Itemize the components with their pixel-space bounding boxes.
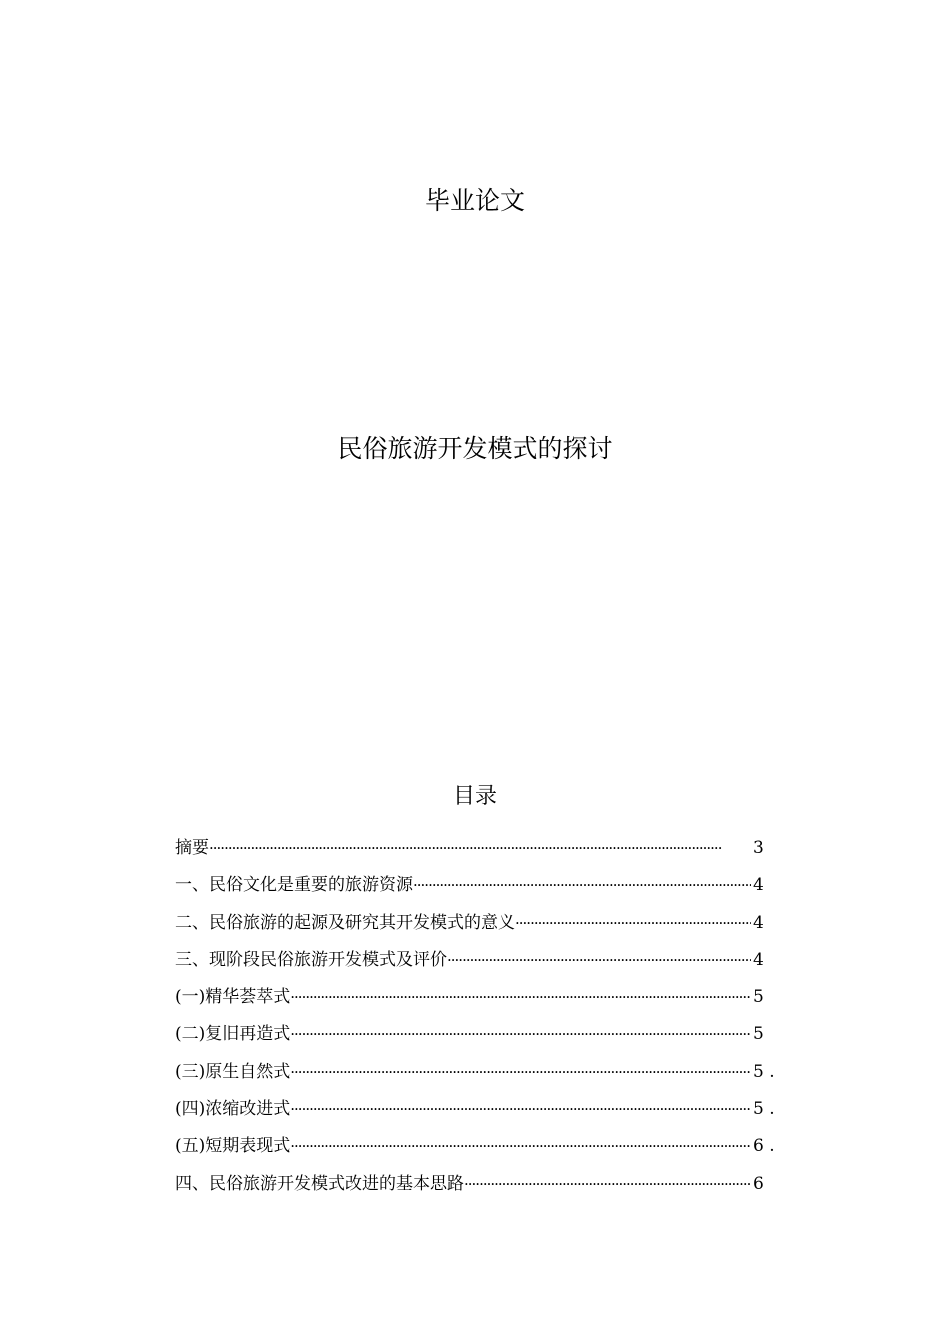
toc-entry[interactable] [175,1058,775,1095]
toc-entry-label: (三)原生自然式 [175,1061,291,1082]
toc-dot-leader [290,983,751,1011]
toc-entry-label: 摘要 [175,838,209,858]
toc-entry-page: 5 . [753,1099,775,1120]
toc-entry[interactable] [175,1020,775,1057]
toc-entry-page: 4 [753,949,764,970]
thesis-title: 民俗旅游开发模式的探讨 [337,434,613,463]
toc-dot-leader [515,909,751,937]
toc-dot-leader [290,1020,751,1048]
toc-entry-page: 6 [753,1173,764,1194]
toc-entry[interactable] [175,834,775,871]
toc-entry-label: (四)浓缩改进式 [175,1099,291,1120]
toc-entry-page: 3 [753,838,764,858]
toc-entry-page: 4 [753,912,764,933]
toc-entry-label: 一、民俗文化是重要的旅游资源 [175,875,413,896]
toc-entry-label: (一)精华荟萃式 [175,987,291,1008]
toc-entry-label: 二、民俗旅游的起源及研究其开发模式的意义 [175,912,515,933]
toc-entry[interactable] [175,909,775,946]
toc-dot-leader [290,1095,751,1123]
toc-entry-label: 四、民俗旅游开发模式改进的基本思路 [175,1173,464,1194]
table-of-contents [175,834,775,1207]
toc-entry-page: 6 . [753,1136,775,1157]
toc-entry-page: 5 [753,987,764,1008]
toc-entry-page: 5 . [753,1061,775,1082]
toc-dot-leader [290,1132,751,1160]
toc-entry[interactable] [175,1095,775,1132]
toc-dot-leader [209,834,751,862]
toc-entry-label: (五)短期表现式 [175,1136,291,1157]
document-type-heading: 毕业论文 [424,186,525,215]
toc-entry-page: 5 [753,1024,764,1045]
toc-entry[interactable] [175,1170,775,1207]
toc-entry-page: 4 [753,875,764,896]
toc-entry-label: (二)复旧再造式 [175,1024,291,1045]
toc-entry[interactable] [175,871,775,908]
toc-entry-label: 三、现阶段民俗旅游开发模式及评价 [175,949,447,970]
toc-entry[interactable] [175,983,775,1020]
toc-dot-leader [290,1058,751,1086]
toc-dot-leader [413,871,751,899]
toc-entry[interactable] [175,1132,775,1169]
toc-dot-leader [447,946,751,974]
toc-heading: 目录 [452,784,497,809]
toc-dot-leader [464,1170,751,1198]
toc-entry[interactable] [175,946,775,983]
